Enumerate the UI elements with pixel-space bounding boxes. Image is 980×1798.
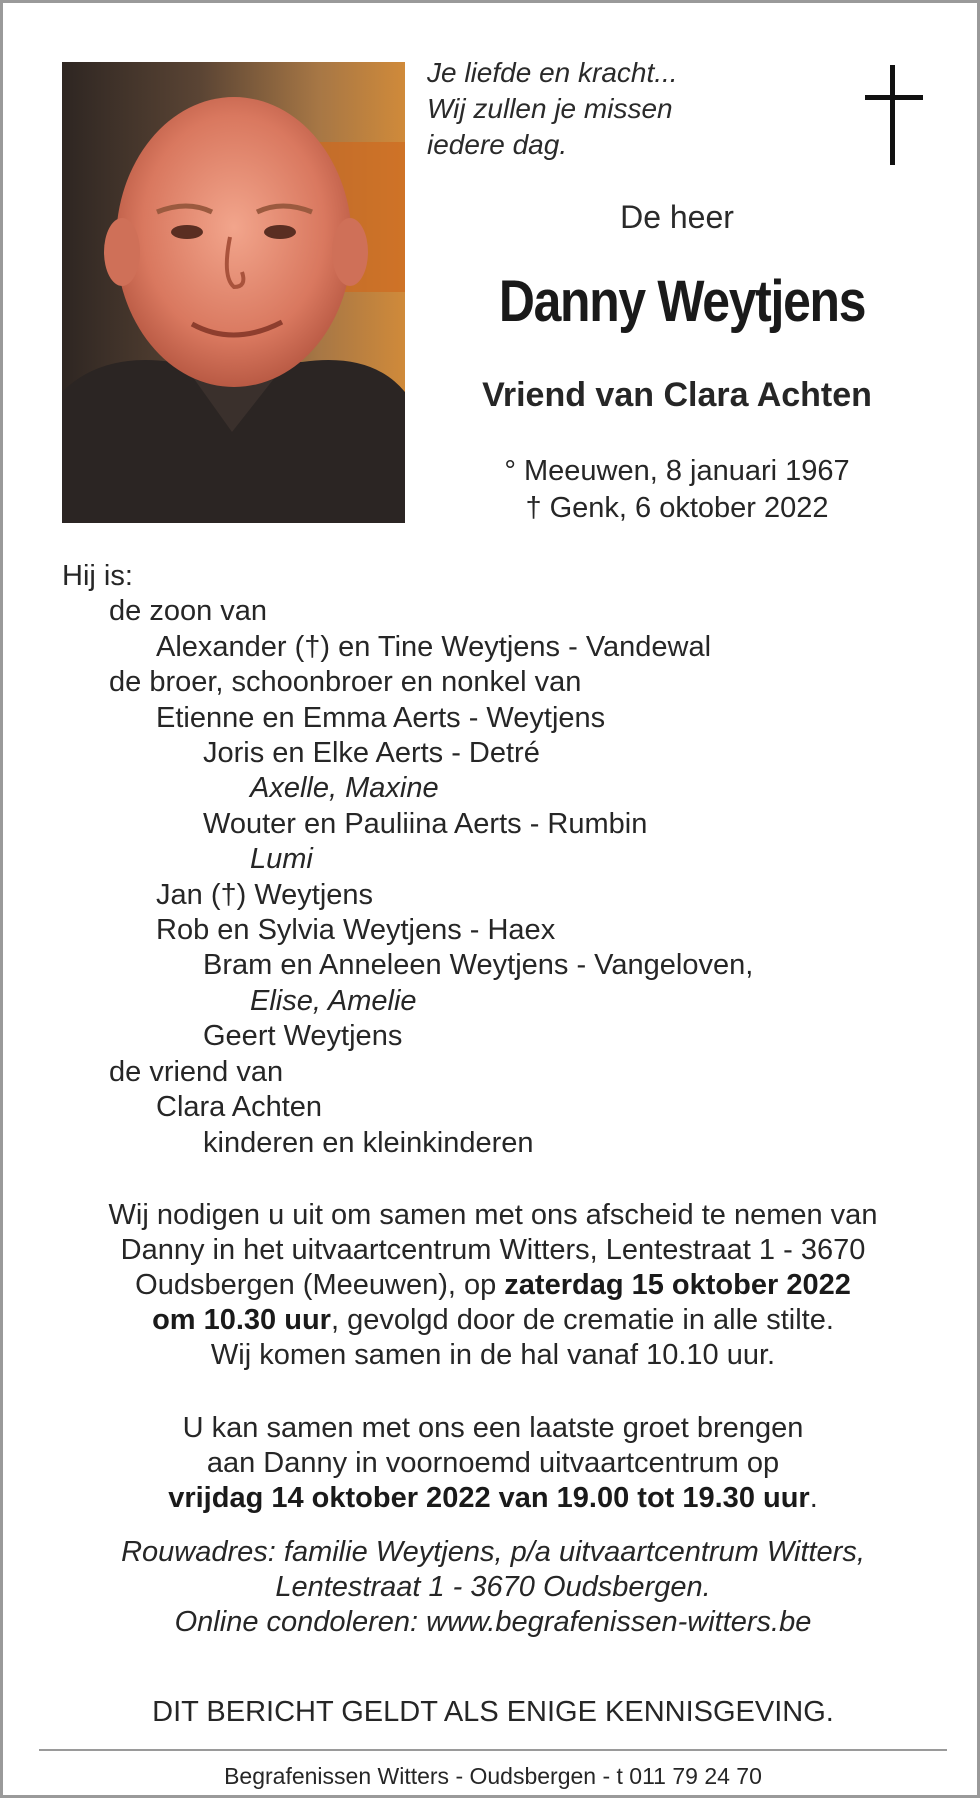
deceased-name: Danny Weytjens: [498, 269, 866, 334]
birth-date: ° Meeuwen, 8 januari 1967: [504, 455, 850, 487]
portrait-photo: [62, 62, 405, 523]
family-member: Axelle, Maxine: [250, 772, 439, 805]
family-member: Jan (†) Weytjens: [156, 878, 374, 911]
family-heading: de zoon van: [109, 595, 268, 628]
cross-icon: [865, 65, 923, 165]
invite-line: om 10.30 uur, gevolgd door de crematie in alle stilte.: [152, 1304, 834, 1336]
family-member: Joris en Elke Aerts - Detré: [203, 737, 540, 770]
family-member: Lumi: [250, 843, 313, 876]
family-list: [62, 559, 942, 1161]
visit-line: U kan samen met ons een laatste groet brengen: [182, 1412, 804, 1444]
family-heading: de vriend van: [109, 1055, 284, 1088]
visit-line: vrijdag 14 oktober 2022 van 19.00 tot 19.30 uur.: [168, 1482, 818, 1514]
footer-contact: Begrafenissen Witters - Oudsbergen - t 011 79 24 70: [224, 1763, 762, 1789]
family-heading: de broer, schoonbroer en nonkel van: [109, 666, 582, 699]
family-member: Bram en Anneleen Weytjens - Vangeloven,: [203, 949, 754, 982]
family-member: Elise, Amelie: [250, 984, 417, 1017]
life-dates: [427, 453, 927, 527]
address-line: Lentestraat 1 - 3670 Oudsbergen.: [275, 1571, 711, 1603]
mourning-address: [33, 1535, 953, 1640]
relation-line: Vriend van Clara Achten: [482, 376, 872, 414]
invite-line: Oudsbergen (Meeuwen), op zaterdag 15 oktober 2022: [135, 1269, 851, 1301]
family-member: Etienne en Emma Aerts - Weytjens: [156, 701, 606, 734]
address-line: Rouwadres: familie Weytjens, p/a uitvaartcentrum Witters,: [121, 1536, 865, 1568]
condolence-link[interactable]: Online condoleren: www.begrafenissen-witters.be: [174, 1606, 812, 1638]
family-member: Alexander (†) en Tine Weytjens - Vandewal: [156, 630, 712, 663]
death-date: † Genk, 6 oktober 2022: [525, 492, 829, 524]
family-member: Clara Achten: [156, 1091, 323, 1124]
visitation-date: vrijdag 14 oktober 2022 van 19.00 tot 19.30 uur: [168, 1482, 810, 1514]
invite-line: Wij nodigen u uit om samen met ons afscheid te nemen van: [108, 1199, 878, 1231]
family-intro: Hij is:: [62, 560, 133, 592]
family-member: kinderen en kleinkinderen: [203, 1126, 534, 1159]
visitation-info: [33, 1411, 953, 1516]
invite-line: Wij komen samen in de hal vanaf 10.10 uur.: [210, 1339, 776, 1371]
family-member: Wouter en Pauliina Aerts - Rumbin: [203, 807, 648, 840]
footer-divider: [39, 1749, 947, 1751]
notice-statement: DIT BERICHT GELDT ALS ENIGE KENNISGEVING.: [152, 1696, 834, 1728]
quote-line: Wij zullen je missen: [427, 93, 673, 124]
salutation: De heer: [620, 199, 734, 235]
portrait-illustration: [62, 62, 405, 523]
funeral-invitation: [33, 1198, 953, 1373]
quote-line: iedere dag.: [427, 129, 568, 160]
memorial-quote: [427, 55, 747, 163]
family-member: Geert Weytjens: [203, 1020, 403, 1053]
quote-line: Je liefde en kracht...: [427, 57, 678, 88]
visit-line: aan Danny in voornoemd uitvaartcentrum op: [206, 1447, 780, 1479]
family-member: Rob en Sylvia Weytjens - Haex: [156, 914, 556, 947]
funeral-date: zaterdag 15 oktober 2022: [504, 1269, 851, 1301]
funeral-time: om 10.30 uur: [152, 1304, 331, 1336]
invite-line: Danny in het uitvaartcentrum Witters, Lentestraat 1 - 3670: [120, 1234, 866, 1266]
